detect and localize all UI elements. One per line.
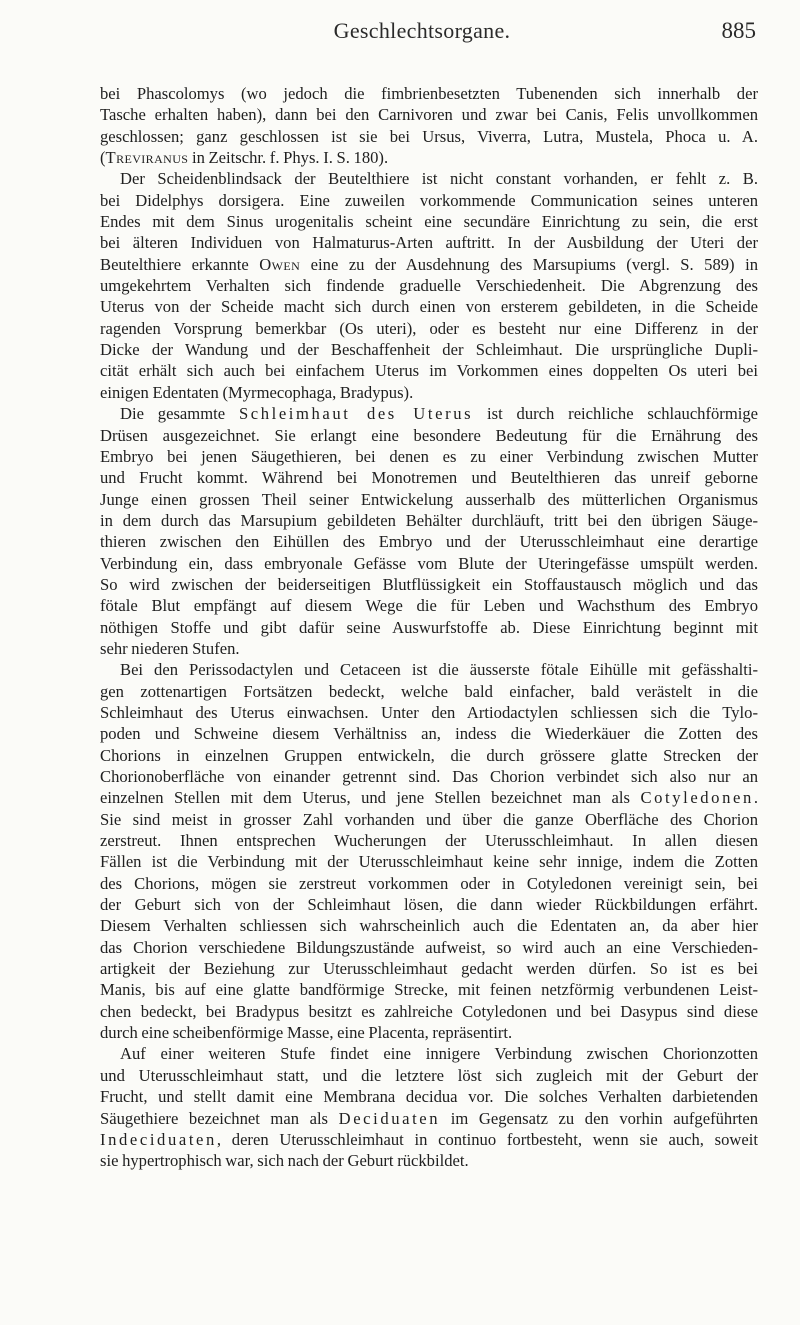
page-header [88, 18, 756, 58]
text-line: geschlossen; ganz geschlossen ist sie bei Ursus, Viverra, Lutra, Mustela, Phoca u. A. [100, 126, 758, 146]
author-name: Treviranus [105, 148, 189, 168]
text-line: in dem durch das Marsupium gebildeten Behälter durchläuft, tritt bei den übrigen Säuge- [100, 510, 758, 530]
text-line: Embryo bei jenen Säugethieren, bei denen es zu einer Verbindung zwischen Mutter [100, 446, 758, 466]
text-line: Diesem Verhalten schliessen sich wahrscheinlich auch die Edentaten an, da aber hier [100, 916, 758, 936]
body-text [100, 83, 758, 1172]
text-line: Junge einen grossen Theil seiner Entwickelung ausserhalb des mütterlichen Organismus [100, 489, 758, 509]
text-line: poden und Schweine diesem Verhältniss an, indess die Wiederkäuer die Zotten des [100, 724, 758, 744]
text-line: chen bedeckt, bei Bradypus besitzt es zahlreiche Cotyledonen und bei Dasypus sind diese [100, 1001, 758, 1021]
text-line: und Uterusschleimhaut statt, und die letztere löst sich zugleich mit der Geburt der [100, 1065, 758, 1085]
text-line: Frucht, und stellt damit eine Membrana decidua vor. Die solches Verhalten darbietenden [100, 1087, 758, 1107]
text-line: Der Scheidenblindsack der Beutelthiere ist nicht constant vorhanden, er fehlt z. B. [120, 169, 758, 189]
text-line: Manis, bis auf eine glatte bandförmige Strecke, mit feinen netzförmig verbundenen Leist- [100, 980, 758, 1000]
text-line: Auf einer weiteren Stufe findet eine innigere Verbindung zwischen Chorionzotten [120, 1044, 758, 1064]
running-title: Geschlechtsorgane. [333, 18, 511, 43]
text-line: cität erhält sich auch bei einfachem Uterus im Vorkommen eines doppelten Os uteri bei [100, 361, 758, 381]
emphasized-term: Indeciduaten [100, 1129, 217, 1149]
text-line: zerstreut. Ihnen entsprechen Wucherungen der Uterusschleimhaut. In allen diesen [100, 831, 758, 851]
text-line: Chorions in einzelnen Gruppen entwickeln, die durch grössere glatte Strecken der [100, 745, 758, 765]
emphasized-term: Schleimhaut des Uterus [238, 404, 474, 424]
text-line: ragenden Vorsprung bemerkbar (Os uteri), oder es besteht nur eine Differenz in der [100, 318, 758, 338]
text-line: artigkeit der Beziehung zur Uterusschleimhaut gedacht werden dürfen. So ist es bei [100, 959, 758, 979]
text-line: Uterus von der Scheide macht sich durch einen von ersterem gebildeten, in die Scheide [100, 297, 758, 317]
text-line: So wird zwischen der beiderseitigen Blutflüssigkeit ein Stoffaustausch möglich und das [100, 574, 758, 594]
text-line: bei älteren Individuen von Halmaturus-Arten auftritt. In der Ausbildung der Uteri der [100, 233, 758, 253]
text-line: Tasche erhalten haben), dann bei den Carnivoren und zwar bei Canis, Felis unvollkommen [100, 105, 758, 125]
text-line: einigen Edentaten (Myrmecophaga, Bradypus). [100, 382, 414, 402]
text-line: (Treviranus in Zeitschr. f. Phys. I. S. 180). [100, 148, 389, 168]
text-line: Säugethiere bezeichnet man als Deciduaten im Gegensatz zu den vorhin aufgeführten [100, 1108, 759, 1128]
text-line: umgekehrtem Verhalten sich findende graduelle Verschiedenheit. Die Abgrenzung des [100, 276, 758, 296]
text-line: Dicke der Wandung und der Beschaffenheit der Schleimhaut. Die ursprüngliche Dupli- [100, 340, 758, 360]
text-line: Chorionoberfläche von einander getrennt sind. Das Chorion verbindet sich also nur an [100, 767, 758, 786]
page-number: 885 [721, 18, 756, 43]
text-line: bei Didelphys dorsigera. Eine zuweilen vorkommende Communication seines unteren [100, 190, 758, 210]
text-line: Drüsen ausgezeichnet. Sie erlangt eine besondere Bedeutung für die Ernährung des [100, 425, 758, 445]
text-line: Beutelthiere erkannte Owen eine zu der Ausdehnung des Marsupiums (vergl. S. 589) in [100, 254, 759, 274]
text-line: des Chorions, mögen sie zerstreut vorkommen oder in Cotyledonen vereinigt sein, bei [100, 873, 758, 893]
text-line: sie hypertrophisch war, sich nach der Geburt rückbildet. [100, 1151, 469, 1171]
text-line: Indeciduaten, deren Uterusschleimhaut in continuo fortbesteht, wenn sie auch, soweit [100, 1129, 758, 1149]
text-line: gen zottenartigen Fortsätzen bedeckt, welche bald einfacher, bald verästelt in die [100, 681, 758, 701]
text-line: Bei den Perissodactylen und Cetaceen ist die äusserste fötale Eihülle mit gefässhalti- [120, 660, 758, 680]
text-line: einzelnen Stellen mit dem Uterus, und jene Stellen bezeichnet man als Cotyledonen. [100, 788, 758, 808]
text-line: bei Phascolomys (wo jedoch die fimbrienbesetzten Tubenenden sich innerhalb der [100, 84, 758, 103]
text-line: durch eine scheibenförmige Masse, eine Placenta, repräsentirt. [100, 1023, 513, 1043]
text-line: Sie sind meist in grosser Zahl vorhanden und über die ganze Oberfläche des Chorion [100, 809, 758, 829]
text-line: Schleimhaut des Uterus einwachsen. Unter den Artiodactylen schliessen sich die Tylo- [100, 702, 758, 722]
author-name: Owen [259, 254, 301, 274]
emphasized-term: Deciduaten [338, 1108, 441, 1128]
text-line: das Chorion verschiedene Bildungszustände aufweist, so wird auch an eine Verschieden- [100, 937, 758, 957]
text-line: Endes mit dem Sinus urogenitalis scheint eine secundäre Einrichtung zu sein, die erst [100, 212, 758, 232]
text-line: Verbindung ein, dass embryonale Gefässe vom Blute der Uteringefässe umspült werden. [100, 553, 758, 573]
text-line: nöthigen Stoffe und gibt dafür seine Auswurfstoffe ab. Diese Einrichtung beginnt mit [100, 617, 758, 637]
text-line: thieren zwischen den Eihüllen des Embryo und der Uterusschleimhaut eine derartige [100, 532, 758, 552]
text-line: sehr niederen Stufen. [100, 638, 240, 658]
text-line: Fällen ist die Verbindung mit der Uterusschleimhaut keine sehr innige, indem die Zotten [100, 852, 758, 872]
text-line: und Frucht kommt. Während bei Monotremen und Beutelthieren das unreif geborne [100, 468, 758, 488]
emphasized-term: Cotyledonen [640, 788, 754, 808]
text-line: Die gesammte Schleimhaut des Uterus ist durch reichliche schlauchförmige [120, 404, 759, 424]
text-line: der Geburt sich von der Schleimhaut lösen, die dann wieder Rückbildungen erfährt. [100, 895, 758, 915]
text-line: fötale Blut empfängt auf diesem Wege die für Leben und Wachsthum des Embryo [100, 596, 758, 616]
